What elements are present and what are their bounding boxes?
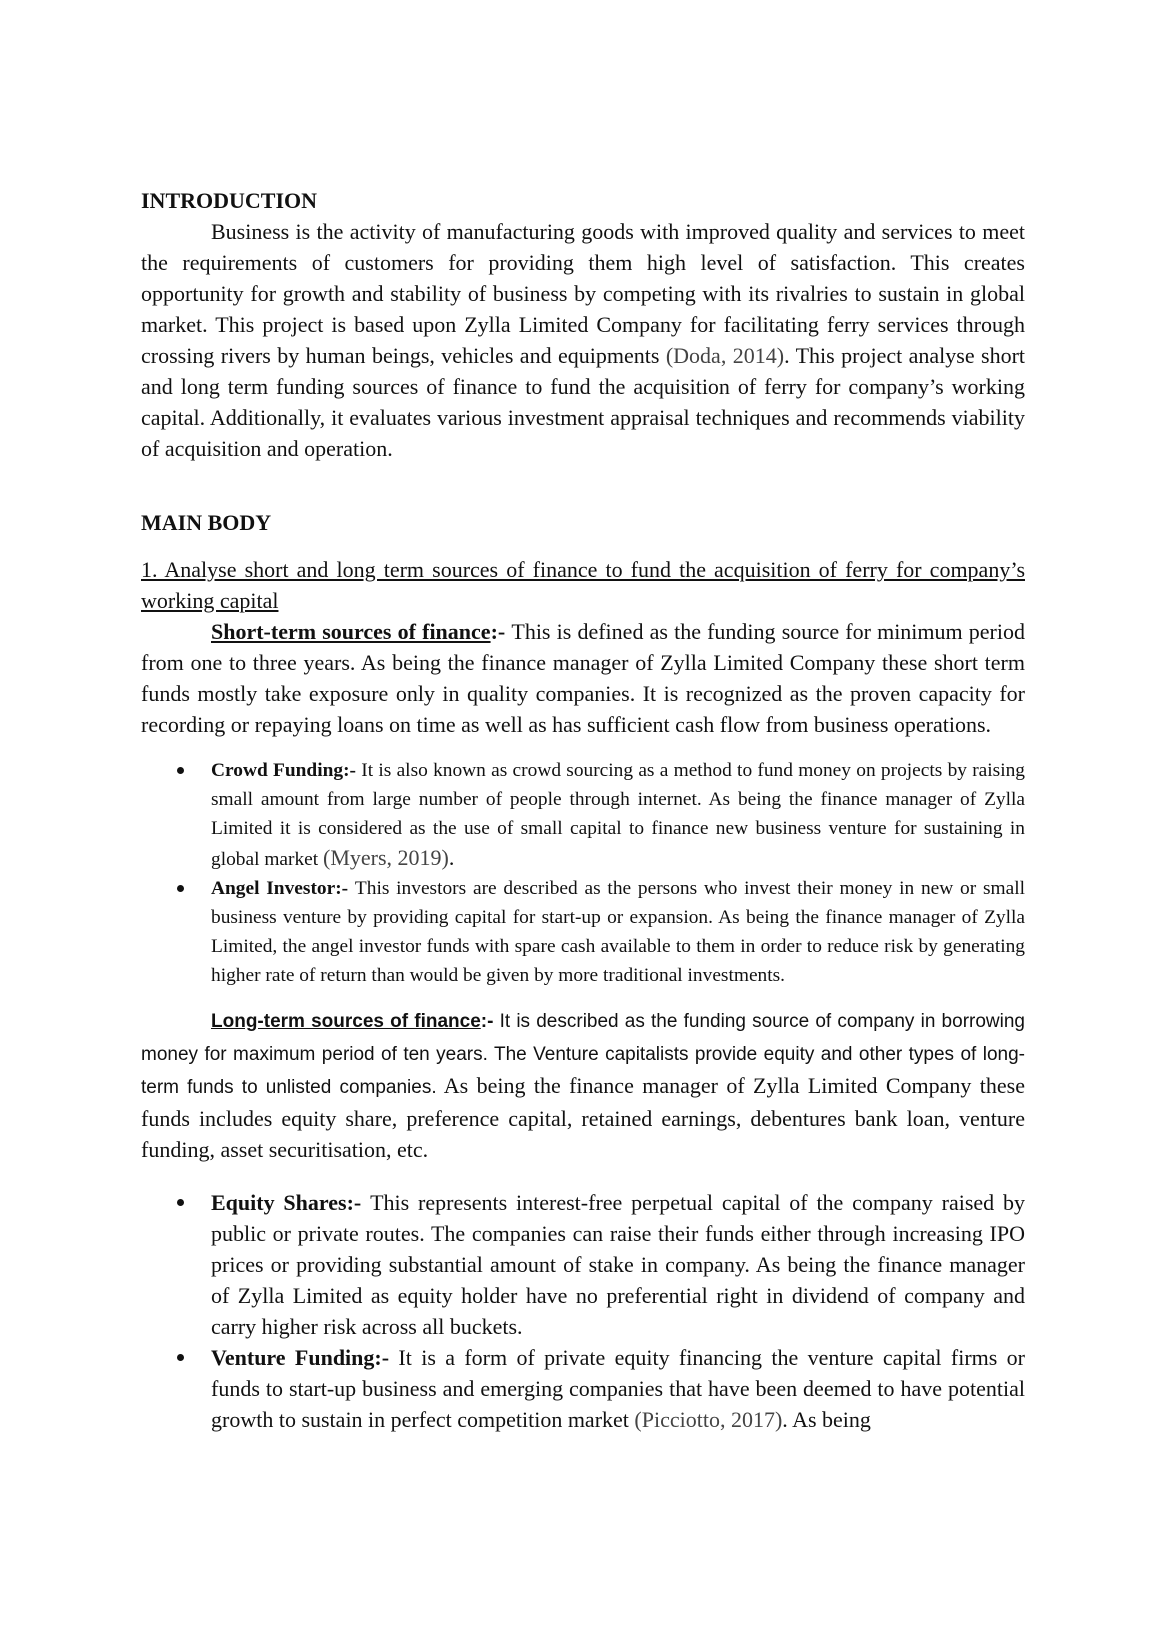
list-item [141,1187,1025,1342]
intro-heading: INTRODUCTION [141,188,318,213]
short-term-text: This is defined as the funding source for minimum period from one to three years. As being the finance manager of Zylla Limited Company these short term funds mostly take exposure only in quality companies. It is recognized as the proven capacity for recording or repaying loans on time as well as has sufficient cash flow from business operations. [141,619,1025,737]
bullet-label: Venture Funding:- [211,1345,399,1370]
list-item [141,874,1025,990]
bullet-icon [177,1354,184,1361]
bullet-icon [177,885,184,892]
bullet-text: This investors are described as the persons who invest their money in new or small business venture by providing capital for start-up or expansion. As being the finance manager of Zylla Limited, the angel investor funds with spare cash available to them in order to reduce risk by generating higher rate of return than would be given by more traditional investments. [211,878,1025,986]
bullet-citation: (Picciotto, 2017) [634,1407,783,1432]
short-term-bullet-list [141,756,1025,990]
bullet-text-after: . [448,845,455,870]
long-term-separator: :- [480,1011,500,1032]
long-term-sans-text: It is described as the funding source of company in borrowing money for maximum period of ten years. The Venture capitalists provide equity and other types of long-term funds to unlisted companies. [141,1011,1025,1098]
bullet-text: It is a form of private equity financing the venture capital firms or funds to start-up business and emerging companies that have been deemed to have potential growth to sustain in perfect competition market [211,1345,1025,1432]
short-term-paragraph [141,616,1025,740]
list-item [141,1342,1025,1435]
intro-text-after: . This project analyse short and long term funding sources of finance to fund the acquisition of ferry for company’s working capital. Additionally, it evaluates various investment appraisal techniques and recommends viability of acquisition and operation. [141,343,1026,461]
bullet-label: Crowd Funding:- [211,760,362,781]
bullet-text-after: . As being [782,1407,871,1432]
page-content [141,186,1025,1435]
spacer [141,464,1025,508]
main-body-heading: MAIN BODY [141,510,272,535]
bullet-icon [177,1199,184,1206]
intro-citation: (Doda, 2014) [665,343,785,368]
bullet-label: Angel Investor:- [211,878,355,899]
intro-paragraph [141,216,1025,464]
long-term-bullet-list [141,1187,1025,1435]
bullet-text: This represents interest-free perpetual capital of the company raised by public or private routes. The companies can raise their funds either through increasing IPO prices or providing substantial amount of stake in company. As being the finance manager of Zylla Limited as equity holder have no preferential right in dividend of company and carry higher risk across all buckets. [211,1190,1026,1339]
section-title: 1. Analyse short and long term sources of finance to fund the acquisition of ferry for company’s working capital [141,557,1025,613]
long-term-paragraph [141,1004,1025,1165]
long-term-serif-text: As being the finance manager of Zylla Limited Company these funds includes equity share, preference capital, retained earnings, debentures bank loan, venture funding, asset securitisation, etc. [141,1073,1025,1162]
long-term-label: Long-term sources of finance [211,1011,481,1032]
bullet-text: It is also known as crowd sourcing as a method to fund money on projects by raising small amount from large number of people through internet. As being the finance manager of Zylla Limited it is considered as the use of small capital to finance new business venture for sustaining in global market [211,760,1025,870]
bullet-citation: (Myers, 2019) [323,845,449,870]
intro-text: Business is the activity of manufacturing goods with improved quality and services to meet the requirements of customers for providing them high level of satisfaction. This creates opportunity for growth and stability of business by competing with its rivalries to sustain in global market. This project is based upon Zylla Limited Company for facilitating ferry services through crossing rivers by human beings, vehicles and equipments [141,219,1025,368]
bullet-icon [177,767,184,774]
list-item [141,756,1025,874]
short-term-label: Short-term sources of finance [211,619,491,644]
short-term-separator: :- [490,619,512,644]
bullet-label: Equity Shares:- [211,1190,371,1215]
